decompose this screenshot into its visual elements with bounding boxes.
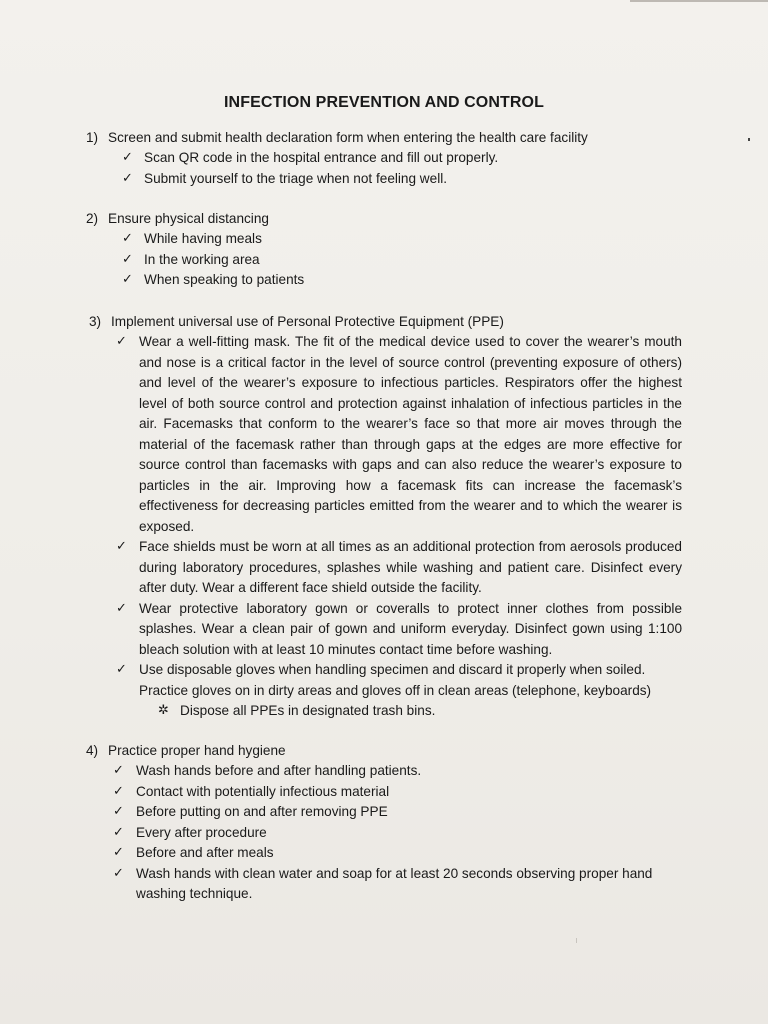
section-4 [86, 741, 682, 905]
section-title: Implement universal use of Personal Protective Equipment (PPE) [111, 314, 504, 329]
checkmark-icon: ✓ [113, 824, 124, 840]
section-3 [86, 312, 682, 721]
bullet-icon: ✲ [158, 703, 169, 718]
checkmark-icon: ✓ [113, 763, 124, 778]
sub-list-item: ✲ Dispose all PPEs in designated trash bins. [158, 701, 682, 721]
list-item: ✓ Face shields must be worn at all times as an additional protection from aerosols produced during laboratory procedures, splashes while washing and patient care. Disinfect every after duty. Wear a different face shield outside the facility. [116, 539, 682, 595]
checkmark-icon: ✓ [116, 600, 127, 616]
list-item: ✓ Before putting on and after removing PPE [113, 802, 682, 823]
scan-speck [748, 138, 750, 141]
list-item: ✓ Wash hands with clean water and soap for at least 20 seconds observing proper hand washing technique. [113, 865, 653, 901]
section-title: Screen and submit health declaration form when entering the health care facility [108, 130, 588, 145]
list-item: ✓ Contact with potentially infectious material [113, 782, 682, 803]
list-item: ✓ Wear protective laboratory gown or coveralls to protect inner clothes from possible splashes. Wear a clean pair of gown and uniform everyday. Disinfect gown using 1:100 bleach solution with at least 10 minutes contact time before washing. [116, 600, 682, 657]
section-number: 1) [86, 130, 99, 145]
checkmark-icon: ✓ [113, 865, 124, 881]
section-number: 4) [86, 743, 99, 758]
section-heading [86, 209, 686, 229]
checkmark-icon: ✓ [122, 150, 133, 165]
list-item: ✓ Wear a well-fitting mask. The fit of the medical device used to cover the wearer’s mouth and nose is a critical factor in the level of source control (preventing exposure of others) and level of the wearer’s exposure to infectious particles. Respirators offer the highest level of both source control and protection against inhalation of infectious particles in the air. Facemasks that conform to the wearer’s face so that more air moves through the material of the facemask rather than through gaps at the edges are more effective for source control than facemasks with gaps and can also reduce the wearer’s exposure to particles in the air. Improving how a facemask fits can increase the facemask’s effectiveness for decreasing particles emitted from the wearer and to which the wearer is exposed. [116, 334, 682, 534]
list-item: ✓ Wash hands before and after handling patients. [113, 761, 682, 782]
section-number: 2) [86, 211, 99, 226]
section-1 [86, 128, 686, 189]
section-heading [86, 128, 686, 148]
list-item: ✓ When speaking to patients [122, 270, 686, 291]
list-item: ✓ While having meals [122, 229, 686, 250]
list-item: ✓ Before and after meals [113, 843, 682, 864]
checkmark-icon: ✓ [116, 334, 127, 349]
scan-speck [576, 938, 577, 943]
page-title: INFECTION PREVENTION AND CONTROL [224, 94, 544, 111]
section-title: Ensure physical distancing [108, 211, 269, 226]
list-item: ✓ Scan QR code in the hospital entrance and fill out properly. [122, 148, 686, 169]
checkmark-icon: ✓ [122, 251, 133, 267]
list-item: ✓ In the working area [122, 250, 686, 271]
section-2 [86, 209, 686, 291]
checkmark-icon: ✓ [113, 783, 124, 799]
scan-edge [630, 0, 768, 2]
checkmark-icon: ✓ [122, 272, 133, 287]
checkmark-icon: ✓ [116, 662, 127, 677]
list-item: ✓ Use disposable gloves when handling specimen and discard it properly when soiled. Practice gloves on in dirty areas and gloves off in clean areas (telephone, keyboards) [116, 662, 652, 698]
list-item: ✓ Every after procedure [113, 823, 682, 844]
section-number: 3) [89, 314, 102, 329]
checkmark-icon: ✓ [122, 231, 133, 246]
section-heading [86, 741, 682, 761]
checkmark-icon: ✓ [122, 170, 133, 186]
list-item: ✓ Submit yourself to the triage when not feeling well. [122, 169, 686, 190]
section-title: Practice proper hand hygiene [108, 743, 286, 758]
checkmark-icon: ✓ [113, 845, 124, 860]
checkmark-icon: ✓ [116, 539, 127, 554]
section-heading [89, 312, 682, 332]
checkmark-icon: ✓ [113, 804, 124, 819]
